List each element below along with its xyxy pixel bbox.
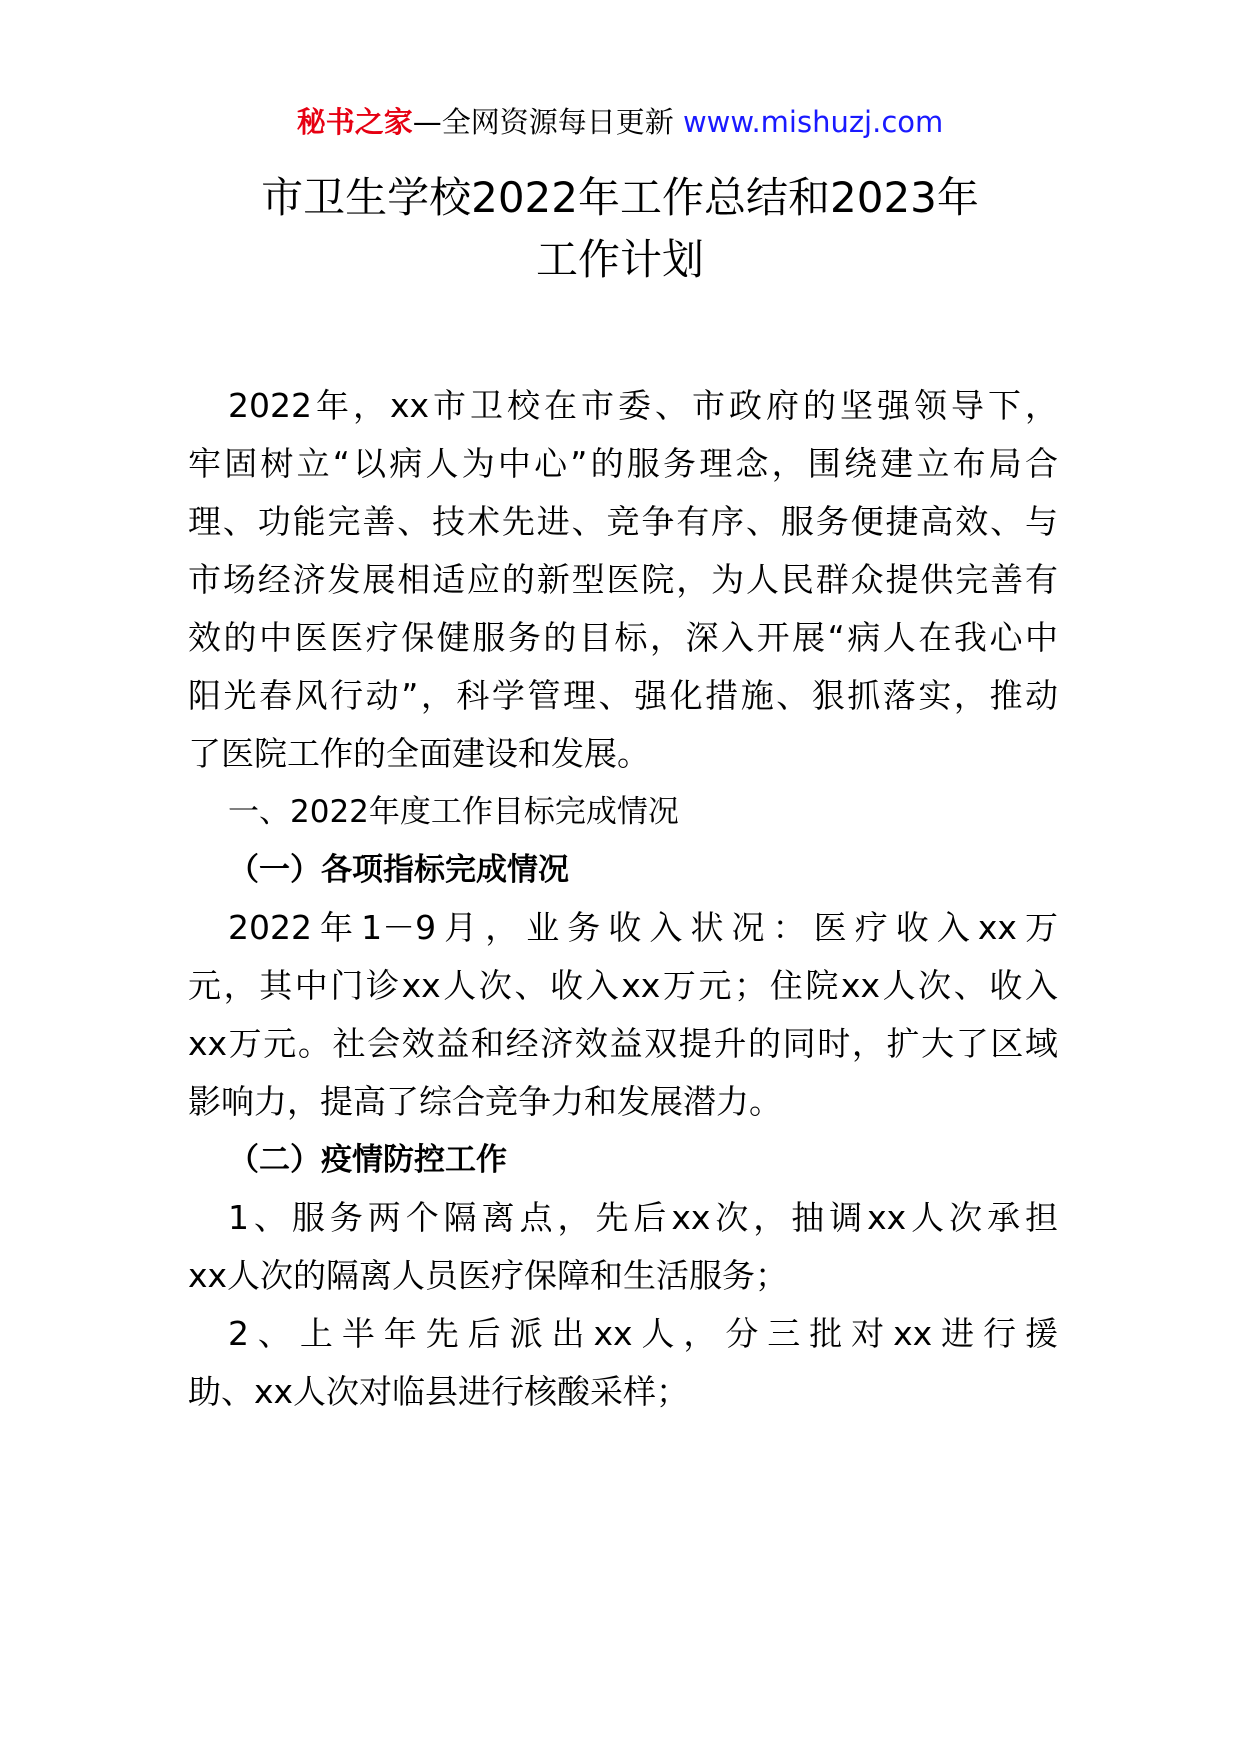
site-header: [0, 102, 1240, 142]
intro-line: 市场经济发展相适应的新型医院，为人民群众提供完善有: [188, 560, 1058, 599]
section-heading: 一、2022年度工作目标完成情况: [228, 794, 679, 830]
document-title-line-2: 工作计划: [535, 235, 704, 284]
header-tagline: —全网资源每日更新: [412, 105, 683, 139]
intro-line: 牢固树立“以病人为中心”的服务理念，围绕建立布局合: [188, 444, 1058, 483]
list-item-line: 1、服务两个隔离点，先后xx次，抽调xx人次承担: [228, 1198, 1058, 1237]
intro-line: 了医院工作的全面建设和发展。: [188, 734, 650, 773]
brand-name: 秘书之家: [296, 105, 413, 139]
paragraph-line: 影响力，提高了综合竞争力和发展潜力。: [188, 1082, 782, 1121]
intro-line: 理、功能完善、技术先进、竞争有序、服务便捷高效、与: [188, 502, 1058, 541]
paragraph-line: 2022年1－9月，业务收入状况：医疗收入xx万: [228, 908, 1058, 947]
intro-line: 效的中医医疗保健服务的目标，深入开展“病人在我心中: [188, 618, 1058, 657]
intro-line: 2022年，xx市卫校在市委、市政府的坚强领导下，: [228, 386, 1058, 425]
list-item-line: 助、xx人次对临县进行核酸采样；: [188, 1372, 690, 1411]
subsection-heading: （二）疫情防控工作: [228, 1142, 507, 1178]
list-item-line: xx人次的隔离人员医疗保障和生活服务；: [188, 1256, 789, 1295]
subsection-heading: （一）各项指标完成情况: [228, 852, 569, 888]
list-item-line: 2、上半年先后派出xx人，分三批对xx进行援: [228, 1314, 1058, 1353]
intro-line: 阳光春风行动”，科学管理、强化措施、狠抓落实，推动: [188, 676, 1058, 715]
paragraph-line: 元，其中门诊xx人次、收入xx万元；住院xx人次、收入: [188, 966, 1058, 1005]
site-url-link[interactable]: www.mishuzj.com: [682, 105, 944, 139]
document-title-line-1: 市卫生学校2022年工作总结和2023年: [261, 173, 979, 222]
paragraph-line: xx万元。社会效益和经济效益双提升的同时，扩大了区域: [188, 1024, 1058, 1063]
